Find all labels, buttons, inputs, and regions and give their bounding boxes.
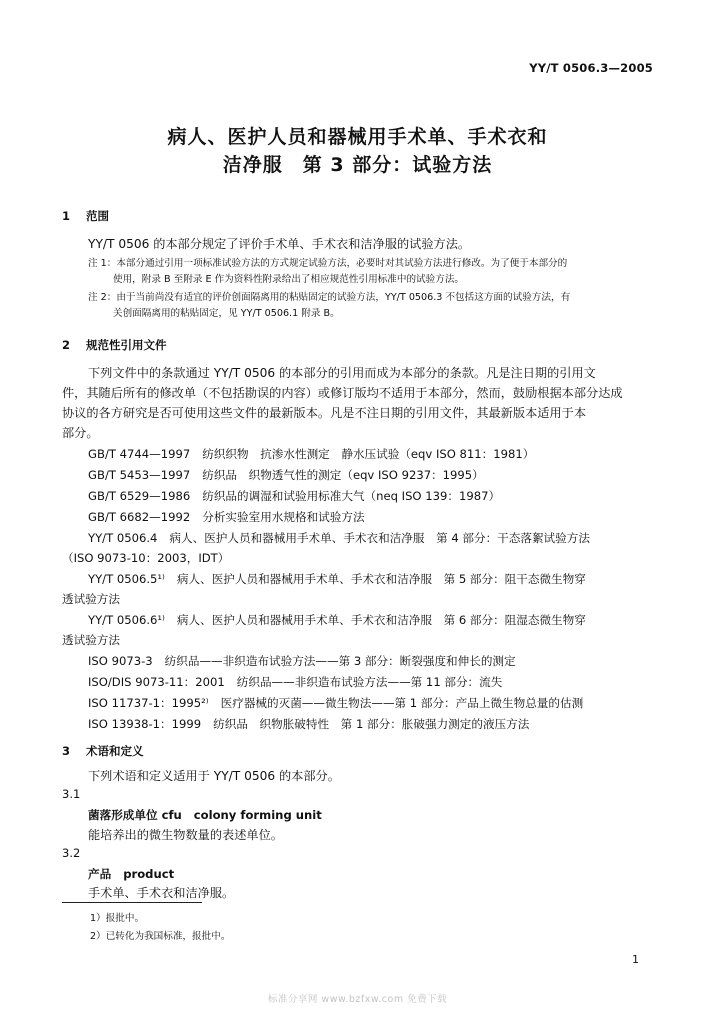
term-name [88,807,322,823]
normative-intro-line1: 下列文件中的条款通过 YY/T 0506 的本部分的引用而成为本部分的条款。凡是注日期的引用文 [88,366,596,380]
page-number: 1 [632,953,639,966]
reference-continuation: 透试验方法 [62,633,120,647]
reference-item [88,509,365,525]
reference-title: 纺织品——非织造布试验方法——第 11 部分：流失 [236,675,503,689]
document-title-line2: 洁净服 第 3 部分：试验方法 [222,154,493,176]
reference-title: 纺织品 织物胀破特性 第 1 部分：胀破强力测定的液压方法 [213,717,530,731]
reference-item [88,695,583,711]
footnote: 1）报批中。 [90,913,145,924]
section-title: 规范性引用文件 [86,338,167,352]
section-heading-scope [62,208,109,224]
reference-code: GB/T 4744—1997 [88,447,191,461]
scope-text: YY/T 0506 的本部分规定了评价手术单、手术衣和洁净服的试验方法。 [88,237,471,251]
term-number: 3.1 [62,787,81,801]
reference-item [88,653,516,669]
reference-code: ISO 9073-3 [88,654,153,668]
scope-note2-line2: 关创面隔离用的粘贴固定，见 YY/T 0506.1 附录 B。 [113,308,340,319]
reference-title: 病人、医护人员和器械用手术单、手术衣和洁净服 第 5 部分：阻干态微生物穿 [176,572,586,586]
footnote: 2）已转化为我国标准，报批中。 [90,931,231,942]
section-title: 范围 [86,209,109,223]
reference-code: YY/T 0506.5¹⁾ [88,572,165,586]
reference-continuation: （ISO 9073-10：2003，IDT） [62,551,230,565]
reference-title: 纺织品的调湿和试验用标准大气（neq ISO 139：1987） [202,489,501,503]
term-en: colony forming unit [193,808,322,822]
reference-title: 病人、医护人员和器械用手术单、手术衣和洁净服 第 6 部分：阻湿态微生物穿 [176,613,586,627]
normative-intro-line3: 协议的各方研究是否可使用这些文件的最新版本。凡是不注日期的引用文件，其最新版本适用于本 [62,406,587,420]
reference-code: YY/T 0506.4 [88,531,158,545]
document-title-line1: 病人、医护人员和器械用手术单、手术衣和 [167,126,548,148]
term-zh: 产品 [88,867,112,881]
watermark-text: 标准分享网 www.bzfxw.com 免费下载 [267,994,448,1005]
reference-item [88,467,484,483]
reference-title: 病人、医护人员和器械用手术单、手术衣和洁净服 第 4 部分：干态落絮试验方法 [169,531,590,545]
footnote-divider [62,902,202,903]
term-zh: 菌落形成单位 cfu [88,808,182,822]
reference-code: YY/T 0506.6¹⁾ [88,613,165,627]
reference-code: GB/T 6682—1992 [88,510,191,524]
term-number: 3.2 [62,846,81,860]
reference-title: 纺织品——非织造布试验方法——第 3 部分：断裂强度和伸长的测定 [164,654,516,668]
reference-code: GB/T 6529—1986 [88,489,191,503]
section-title: 术语和定义 [86,744,144,758]
term-definition: 能培养出的微生物数量的表述单位。 [88,828,283,842]
term-en: product [123,867,175,881]
reference-continuation: 透试验方法 [62,592,120,606]
normative-intro-line4: 部分。 [62,426,99,440]
reference-item [88,446,534,462]
reference-title: 纺织织物 抗渗水性测定 静水压试验（eqv ISO 811：1981） [202,447,535,461]
reference-item [88,571,586,587]
reference-item [88,674,502,690]
reference-item [88,612,586,628]
standard-code: YY/T 0506.3—2005 [529,61,653,75]
reference-title: 分析实验室用水规格和试验方法 [202,510,365,524]
section-number: 3 [62,744,71,758]
scope-note2-line1: 注 2：由于当前尚没有适宜的评价创面隔离用的粘贴固定的试验方法，YY/T 0506.3 不包括这方面的试验方法，有 [88,292,571,303]
reference-code: ISO/DIS 9073-11：2001 [88,675,225,689]
normative-intro-line2: 件，其随后所有的修改单（不包括勘误的内容）或修订版均不适用于本部分，然而，鼓励根据本部分达成 [62,386,623,400]
reference-title: 医疗器械的灭菌——微生物法——第 1 部分：产品上微生物总量的估测 [220,696,584,710]
section-heading-normative [62,337,167,353]
section-number: 2 [62,338,71,352]
reference-code: ISO 11737-1：1995²⁾ [88,696,209,710]
reference-item [88,716,529,732]
term-definition: 手术单、手术衣和洁净服。 [88,886,235,900]
reference-code: GB/T 5453—1997 [88,468,191,482]
terms-intro: 下列术语和定义适用于 YY/T 0506 的本部分。 [88,769,340,783]
reference-item [88,488,500,504]
reference-code: ISO 13938-1：1999 [88,717,202,731]
term-name [88,866,174,882]
reference-title: 纺织品 织物透气性的测定（eqv ISO 9237：1995） [202,468,484,482]
scope-note1-line1: 注 1：本部分通过引用一项标准试验方法的方式规定试验方法，必要时对其试验方法进行修改。为了便于本部分的 [88,258,568,269]
reference-item [88,530,590,546]
section-heading-terms [62,743,144,759]
scope-note1-line2: 使用，附录 B 至附录 E 作为资料性附录给出了相应规范性引用标准中的试验方法。 [113,274,465,285]
section-number: 1 [62,209,71,223]
